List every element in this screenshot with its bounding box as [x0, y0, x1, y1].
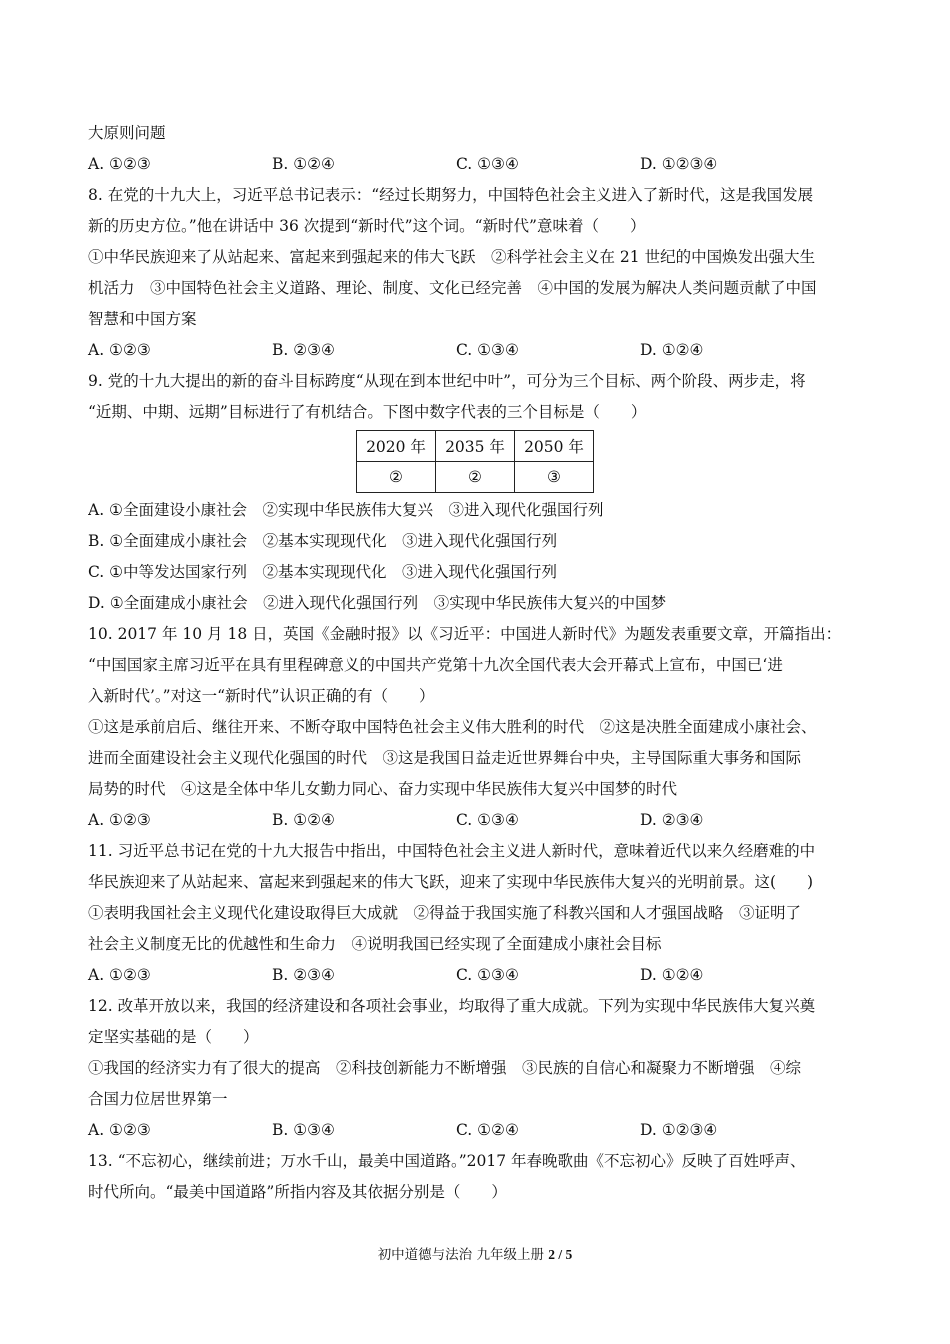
- q8-stem-line: 机活力 ③中国特色社会主义道路、理论、制度、文化已经完善 ④中国的发展为解决人类问题贡献了中国: [88, 279, 817, 297]
- q13-stem-line: 13. “不忘初心，继续前进；万水千山，最美中国道路。”2017 年春晚歌曲《不忘初心》反映了百姓呼声、: [88, 1152, 806, 1170]
- q9-option-b: B. ①全面建成小康社会 ②基本实现现代化 ③进入现代化强国行列: [88, 532, 558, 550]
- q10-options: [88, 805, 868, 836]
- q13-stem-line: 时代所向。“最美中国道路”所指内容及其依据分别是（ ）: [88, 1183, 507, 1201]
- q10-stem-line: 10. 2017 年 10 月 18 日，英国《金融时报》以《习近平：中国进人新时代》为题发表重要文章，开篇指出：: [88, 625, 842, 643]
- q12-option-b: B. ①③④: [272, 1121, 335, 1139]
- q11-option-d: D. ①②④: [640, 966, 704, 984]
- q8-option-d: D. ①②④: [640, 341, 704, 359]
- q11-stem-line: 社会主义制度无比的优越性和生命力 ④说明我国已经实现了全面建成小康社会目标: [88, 935, 662, 953]
- q8-option-b: B. ②③④: [272, 341, 335, 359]
- q8-option-a: A. ①②③: [88, 341, 151, 359]
- q10-stem-line: 进而全面建设社会主义现代化强国的时代 ③这是我国日益走近世界舞台中央，主导国际重大事务和国际: [88, 749, 802, 767]
- year-cell: 2050 年: [515, 431, 594, 462]
- year-cell: 2035 年: [436, 431, 515, 462]
- q8-option-c: C. ①③④: [456, 341, 519, 359]
- q11-options: [88, 960, 868, 991]
- q12-option-c: C. ①②④: [456, 1121, 519, 1139]
- q10-stem-line: 局势的时代 ④这是全体中华儿女勤力同心、奋力实现中华民族伟大复兴中国梦的时代: [88, 780, 678, 798]
- q12-stem-line: ①我国的经济实力有了很大的提高 ②科技创新能力不断增强 ③民族的自信心和凝聚力不断增强 ④综: [88, 1059, 802, 1077]
- goal-mark-cell: ③: [515, 462, 594, 493]
- footer-page-number: 2 / 5: [548, 1247, 573, 1262]
- q10-option-d: D. ②③④: [640, 811, 704, 829]
- year-cell: 2020 年: [357, 431, 436, 462]
- q9-stem-line: 9. 党的十九大提出的新的奋斗目标跨度“从现在到本世纪中叶”，可分为三个目标、两个阶段、两步走，将: [88, 372, 806, 390]
- q9-option-a: A. ①全面建设小康社会 ②实现中华民族伟大复兴 ③进入现代化强国行列: [88, 501, 604, 519]
- q11-option-a: A. ①②③: [88, 966, 151, 984]
- q8-stem-line: 8. 在党的十九大上，习近平总书记表示：“经过长期努力，中国特色社会主义进入了新时代，这是我国发展: [88, 186, 814, 204]
- q12-stem-line: 12. 改革开放以来，我国的经济建设和各项社会事业，均取得了重大成就。下列为实现中华民族伟大复兴奠: [88, 997, 816, 1015]
- goal-mark-cell: ②: [357, 462, 436, 493]
- q10-stem-line: ①这是承前启后、继往开来、不断夺取中国特色社会主义伟大胜利的时代 ②这是决胜全面建成小康社会、: [88, 718, 817, 736]
- q12-option-a: A. ①②③: [88, 1121, 151, 1139]
- q8-stem-line: ①中华民族迎来了从站起来、富起来到强起来的伟大飞跃 ②科学社会主义在 21 世纪的中国焕发出强大生: [88, 248, 816, 266]
- q8-stem-line: 新的历史方位。”他在讲话中 36 次提到“新时代”这个词。“新时代”意味着（ ）: [88, 217, 646, 235]
- q11-option-b: B. ②③④: [272, 966, 335, 984]
- q12-stem-line: 合国力位居世界第一: [88, 1090, 228, 1108]
- q7-option-c: C. ①③④: [456, 155, 519, 173]
- q12-option-d: D. ①②③④: [640, 1121, 718, 1139]
- q7-options: [88, 149, 868, 180]
- page-content: [88, 118, 868, 1208]
- q12-stem-line: 定坚实基础的是（ ）: [88, 1028, 259, 1046]
- goals-table: [356, 430, 594, 493]
- q9-option-d: D. ①全面建成小康社会 ②进入现代化强国行列 ③实现中华民族伟大复兴的中国梦: [88, 594, 667, 612]
- q11-stem-line: ①表明我国社会主义现代化建设取得巨大成就 ②得益于我国实施了科教兴国和人才强国战略 ③证明了: [88, 904, 802, 922]
- page-footer: [0, 1243, 950, 1263]
- q11-option-c: C. ①③④: [456, 966, 519, 984]
- q11-stem-line: 华民族迎来了从站起来、富起来到强起来的伟大飞跃，迎来了实现中华民族伟大复兴的光明前景。这( ): [88, 873, 814, 891]
- q10-option-c: C. ①③④: [456, 811, 519, 829]
- goals-table-marks-row: [357, 462, 594, 493]
- footer-subject: 初中道德与法治 九年级上册: [377, 1247, 549, 1263]
- q10-stem-line: 入新时代’。”对这一“新时代”认识正确的有（ ）: [88, 687, 435, 705]
- q7-option-d: D. ①②③④: [640, 155, 718, 173]
- q8-options: [88, 335, 868, 366]
- goal-mark-cell: ②: [436, 462, 515, 493]
- q9-stem-line: “近期、中期、远期”目标进行了有机结合。下图中数字代表的三个目标是（ ）: [88, 403, 647, 421]
- q11-stem-line: 11. 习近平总书记在党的十九大报告中指出，中国特色社会主义进人新时代，意味着近代以来久经磨难的中: [88, 842, 816, 860]
- q7-option-a: A. ①②③: [88, 155, 151, 173]
- q10-option-b: B. ①②④: [272, 811, 335, 829]
- q7-stem-tail: 大原则问题: [88, 124, 166, 142]
- q8-stem-line: 智慧和中国方案: [88, 310, 197, 328]
- q10-option-a: A. ①②③: [88, 811, 151, 829]
- q10-stem-line: “中国国家主席习近平在具有里程碑意义的中国共产党第十九次全国代表大会开幕式上宣布，中国已‘进: [88, 656, 783, 674]
- q9-option-c: C. ①中等发达国家行列 ②基本实现现代化 ③进入现代化强国行列: [88, 563, 558, 581]
- goals-table-years-row: [357, 431, 594, 462]
- q12-options: [88, 1115, 868, 1146]
- q7-option-b: B. ①②④: [272, 155, 335, 173]
